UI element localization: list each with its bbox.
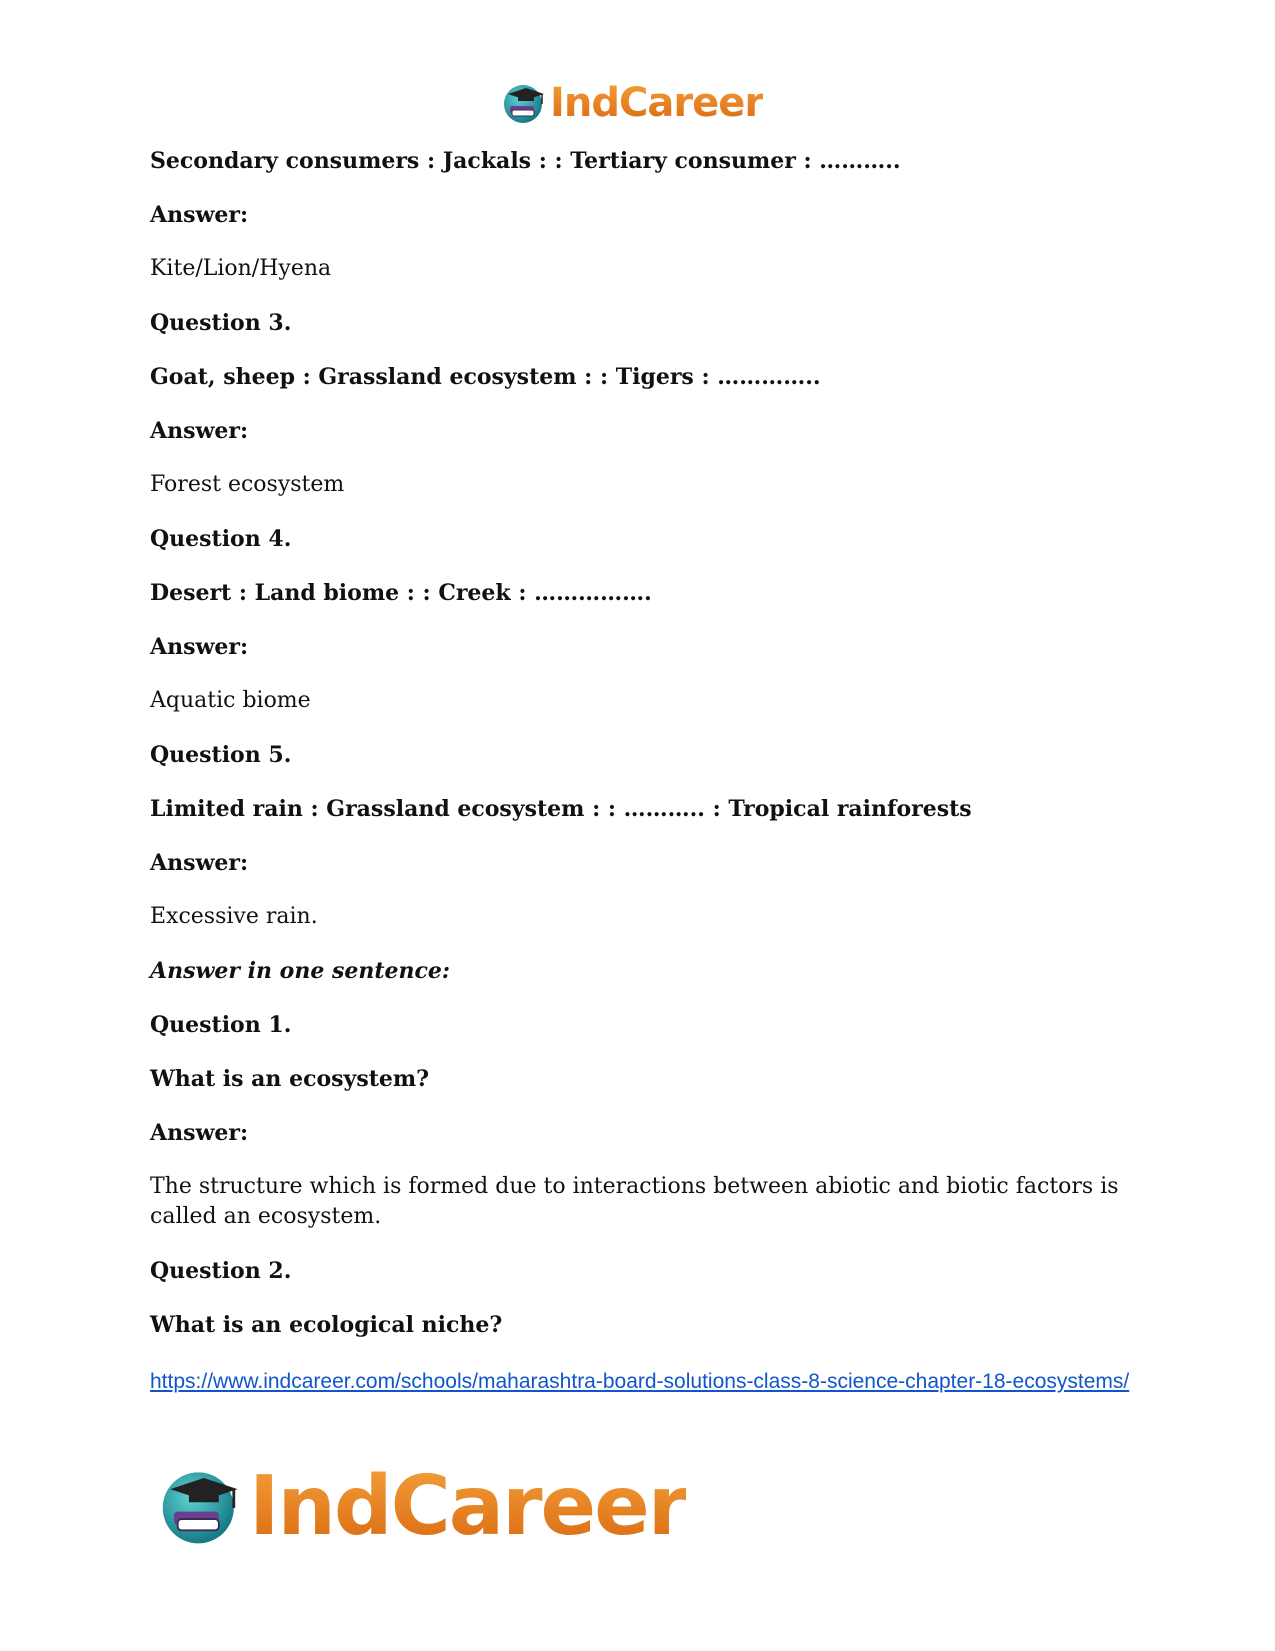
question-text: Limited rain : Grassland ecosystem : : ……….. : Tropical rainforests — [150, 796, 972, 822]
answer-label: Answer: — [150, 850, 249, 876]
analogy-question-secondary: Secondary consumers : Jackals : : Tertiary consumer : ……….. — [150, 148, 901, 174]
question-text: Desert : Land biome : : Creek : ……………. — [150, 580, 652, 606]
brand-logo-text: IndCareer — [249, 1458, 687, 1554]
answer-label: Answer: — [150, 634, 249, 660]
question-label: Question 5. — [150, 742, 292, 768]
question-label: Question 1. — [150, 1012, 292, 1038]
answer-label: Answer: — [150, 1120, 249, 1146]
answer-text: Forest ecosystem — [150, 472, 345, 497]
answer-text: Aquatic biome — [150, 688, 311, 713]
question-label: Question 3. — [150, 310, 292, 336]
answer-text: Excessive rain. — [150, 904, 318, 929]
footer-logo — [159, 1456, 686, 1556]
answer-label: Answer: — [150, 418, 249, 444]
answer-label: Answer: — [150, 202, 249, 228]
graduation-globe-icon — [502, 80, 548, 126]
brand-logo-text: IndCareer — [550, 80, 764, 126]
question-label: Question 4. — [150, 526, 292, 552]
source-link[interactable]: https://www.indcareer.com/schools/maharashtra-board-solutions-class-8-science-chapter-18-ecosystems/ — [150, 1370, 1130, 1393]
header-logo — [502, 78, 763, 128]
question-text: What is an ecological niche? — [150, 1312, 503, 1338]
answer-text: The structure which is formed due to interactions between abiotic and biotic factors is called an ecosystem. — [150, 1174, 1119, 1229]
section-heading: Answer in one sentence: — [150, 958, 451, 984]
question-text: Goat, sheep : Grassland ecosystem : : Tigers : ………….. — [150, 364, 821, 390]
question-text: What is an ecosystem? — [150, 1066, 430, 1092]
question-label: Question 2. — [150, 1258, 292, 1284]
answer-text: Kite/Lion/Hyena — [150, 256, 332, 281]
graduation-globe-icon — [159, 1463, 245, 1549]
